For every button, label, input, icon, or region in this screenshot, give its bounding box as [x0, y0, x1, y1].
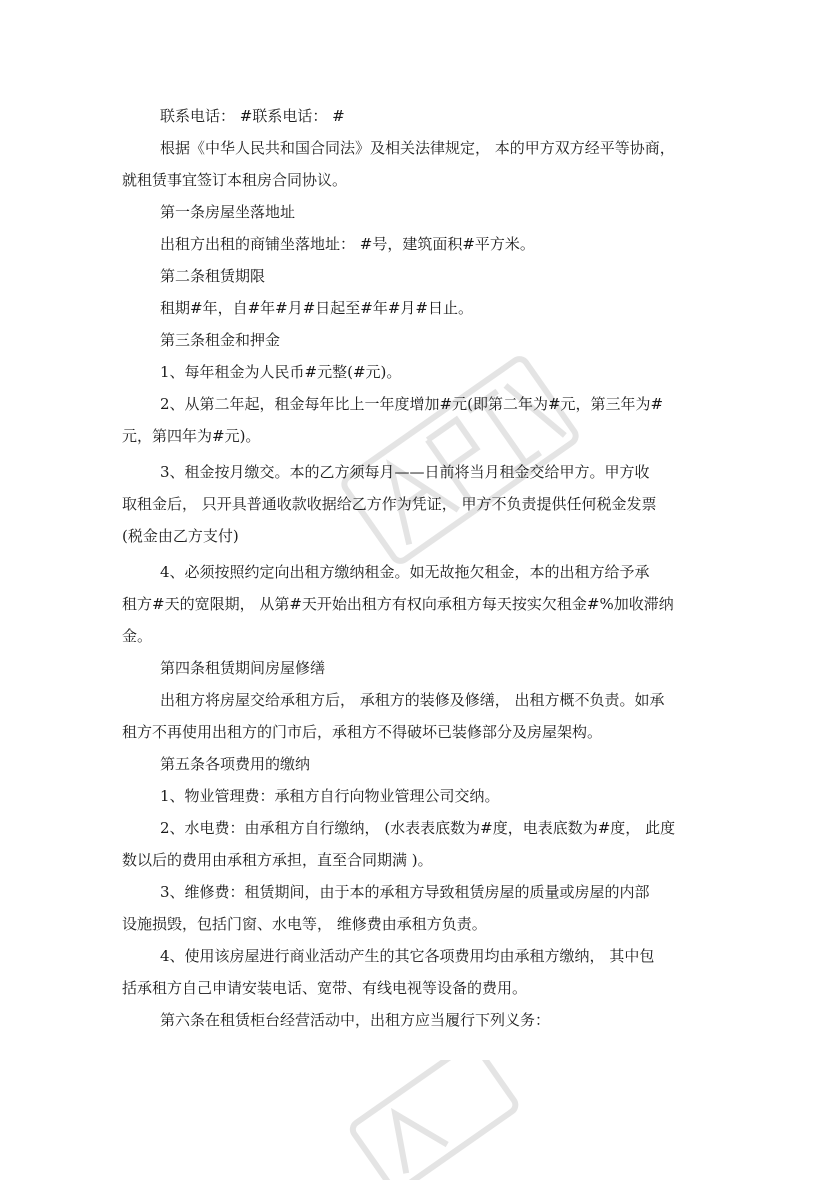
article-heading: 第三条租金和押金 — [160, 331, 281, 349]
article-heading: 第一条房屋坐落地址 — [160, 203, 296, 221]
article-heading: 第六条在租赁柜台经营活动中，出租方应当履行下列义务： — [160, 1011, 551, 1029]
paragraph-line: 就租赁事宜签订本租房合同协议。 — [122, 171, 348, 189]
paragraph-line: 金。 — [122, 627, 153, 645]
paragraph-line: (税金由乙方支付) — [122, 527, 239, 545]
paragraph-line: 2、从第二年起，租金每年比上一年度增加#元(即第二年为#元，第三年为# — [160, 395, 664, 413]
paragraph-line: 4、必须按照约定向出租方缴纳租金。如无故拖欠租金，本的出租方给予承 — [160, 563, 650, 581]
paragraph-line: 租期#年，自#年#月#日起至#年#月#日止。 — [160, 299, 473, 317]
paragraph-line: 数以后的费用由承租方承担，直至合同期满 )。 — [122, 851, 433, 869]
paragraph-line: 出租方将房屋交给承租方后， 承租方的装修及修缮， 出租方概不负责。如承 — [160, 691, 665, 709]
contract-body — [122, 100, 718, 1036]
paragraph-line: 租方不再使用出租方的门市后，承租方不得破坏已装修部分及房屋架构。 — [122, 723, 603, 741]
article-heading: 第二条租赁期限 — [160, 267, 266, 285]
article-heading: 第五条各项费用的缴纳 — [160, 755, 311, 773]
paragraph-line: 租方#天的宽限期， 从第#天开始出租方有权向承租方每天按实欠租金#%加收滞纳 — [122, 595, 674, 613]
watermark-logo-icon — [330, 1060, 530, 1180]
paragraph-line: 设施损毁，包括门窗、水电等， 维修费由承租方负责。 — [122, 915, 487, 933]
article-heading: 第四条租赁期间房屋修缮 — [160, 659, 326, 677]
paragraph-line: 1、物业管理费：承租方自行向物业管理公司交纳。 — [160, 787, 500, 805]
paragraph-line: 3、维修费：租赁期间，由于本的承租方导致租赁房屋的质量或房屋的内部 — [160, 883, 650, 901]
paragraph-line: 根据《中华人民共和国合同法》及相关法律规定， 本的甲方双方经平等协商， — [160, 139, 675, 157]
paragraph-line: 出租方出租的商铺坐落地址： #号，建筑面积#平方米。 — [160, 235, 535, 253]
contact-phone-line: 联系电话： #联系电话： # — [160, 107, 345, 125]
paragraph-line: 元，第四年为#元)。 — [122, 427, 261, 445]
paragraph-line: 取租金后， 只开具普通收款收据给乙方作为凭证， 甲方不负责提供任何税金发票 — [122, 495, 657, 513]
paragraph-line: 1、每年租金为人民币#元整(#元)。 — [160, 363, 402, 381]
paragraph-line: 括承租方自己申请安装电话、宽带、有线电视等设备的费用。 — [122, 979, 528, 997]
paragraph-line: 3、租金按月缴交。本的乙方须每月——日前将当月租金交给甲方。甲方收 — [160, 463, 650, 481]
paragraph-line: 2、水电费：由承租方自行缴纳， (水表表底数为#度，电表底数为#度， 此度 — [160, 819, 676, 837]
paragraph-line: 4、使用该房屋进行商业活动产生的其它各项费用均由承租方缴纳， 其中包 — [160, 947, 655, 965]
